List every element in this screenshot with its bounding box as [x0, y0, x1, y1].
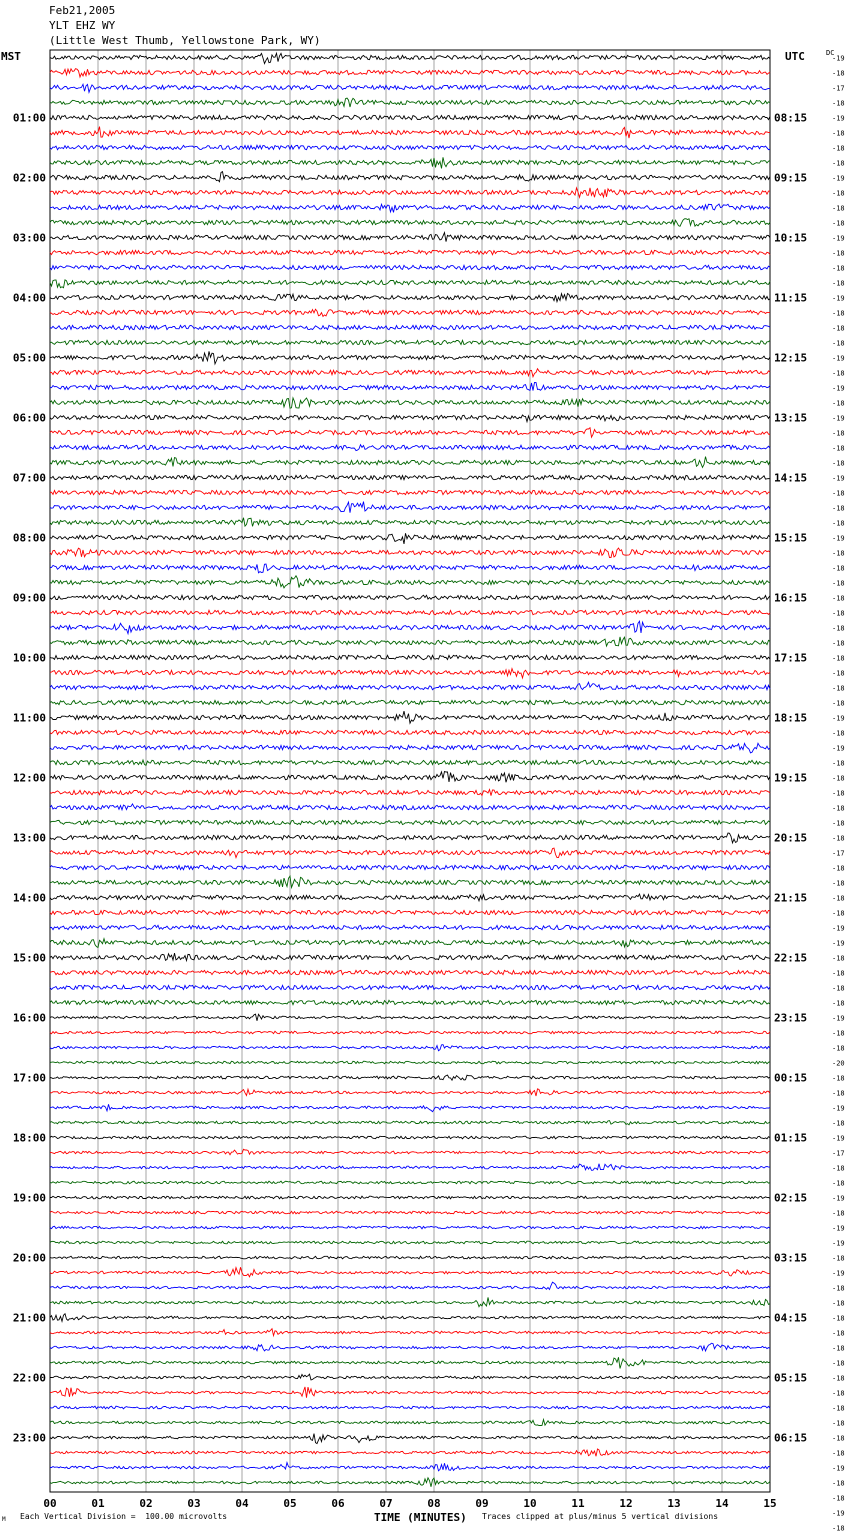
left-time-label: 22:00: [12, 1371, 46, 1385]
x-tick-label: 08: [427, 1497, 441, 1510]
trace-row: [50, 637, 770, 646]
dc-offset-label: -18: [832, 564, 845, 573]
trace-row: [50, 1329, 770, 1336]
trace-row: [50, 700, 770, 704]
dc-offset-label: -18: [832, 954, 845, 963]
dc-offset-label: -18: [832, 909, 845, 918]
dc-offset-label: -18: [832, 189, 845, 198]
x-tick-label: 05: [283, 1497, 297, 1510]
trace-row: [50, 1314, 770, 1322]
dc-offset-label: -18: [832, 1524, 845, 1533]
dc-offset-label: -19: [832, 744, 845, 753]
dc-offset-label: -18: [832, 324, 845, 333]
x-tick-label: 12: [619, 1497, 633, 1510]
dc-offset-label: -18: [832, 459, 845, 468]
dc-offset-label: -19: [832, 234, 845, 243]
dc-offset-label: -18: [832, 1494, 845, 1503]
dc-offset-label: -17: [832, 84, 845, 93]
dc-offset-label: -19: [832, 1509, 845, 1518]
right-time-label: 01:15: [774, 1131, 808, 1145]
left-time-label: 04:00: [12, 291, 46, 305]
dc-offset-label: -18: [832, 264, 845, 273]
left-time-label: 02:00: [12, 171, 46, 185]
dc-offset-label: -19: [832, 714, 845, 723]
dc-offset-label: -18: [832, 69, 845, 78]
left-time-label: 08:00: [12, 531, 46, 545]
trace-row: [50, 1089, 770, 1096]
trace-row: [50, 1406, 770, 1409]
dc-offset-label: -18: [832, 204, 845, 213]
dc-offset-label: -18: [832, 369, 845, 378]
x-tick-label: 01: [91, 1497, 105, 1510]
trace-row: [50, 69, 770, 77]
trace-row: [50, 1267, 770, 1277]
dc-offset-label: -18: [832, 1089, 845, 1098]
dc-offset-label: -18: [832, 1359, 845, 1368]
left-time-label: 01:00: [12, 111, 46, 125]
trace-row: [50, 1387, 770, 1398]
dc-offset-label: -19: [832, 54, 845, 63]
right-time-label: 08:15: [774, 111, 808, 125]
trace-row: [50, 876, 770, 887]
trace-row: [50, 548, 770, 558]
dc-offset-label: -18: [832, 444, 845, 453]
dc-offset-label: -19: [832, 354, 845, 363]
trace-row: [50, 382, 770, 390]
dc-offset-label: -19: [832, 474, 845, 483]
trace-row: [50, 1164, 770, 1171]
dc-offset-label: -18: [832, 219, 845, 228]
right-time-label: 09:15: [774, 171, 808, 185]
x-tick-label: 00: [43, 1497, 57, 1510]
trace-row: [50, 340, 770, 344]
right-time-label: 05:15: [774, 1371, 808, 1385]
left-time-label: 21:00: [12, 1311, 46, 1325]
left-time-label: 10:00: [12, 651, 46, 665]
trace-row: [50, 518, 770, 527]
trace-row: [50, 790, 770, 796]
left-time-label: 11:00: [12, 711, 46, 725]
right-time-label: 19:15: [774, 771, 808, 785]
left-time-label: 06:00: [12, 411, 46, 425]
right-time-label: 20:15: [774, 831, 808, 845]
dc-offset-label: -18: [832, 1119, 845, 1128]
dc-offset-label: -19: [832, 384, 845, 393]
right-time-label: 11:15: [774, 291, 808, 305]
right-time-label: 15:15: [774, 531, 808, 545]
dc-offset-label: -19: [832, 1014, 845, 1023]
right-time-label: 13:15: [774, 411, 808, 425]
dc-offset-label: -18: [832, 129, 845, 138]
trace-row: [50, 1136, 770, 1139]
trace-row: [50, 1121, 770, 1125]
x-tick-label: 10: [523, 1497, 537, 1510]
right-time-label: 16:15: [774, 591, 808, 605]
trace-row: [50, 730, 770, 734]
trace-row: [50, 910, 770, 914]
trace-row: [50, 265, 770, 269]
dc-offset-label: -18: [832, 1404, 845, 1413]
left-time-label: 14:00: [12, 891, 46, 905]
dc-offset-label: -18: [832, 399, 845, 408]
right-time-label: 00:15: [774, 1071, 808, 1085]
trace-row: [50, 610, 770, 614]
dc-offset-label: -18: [832, 984, 845, 993]
right-time-label: 02:15: [774, 1191, 808, 1205]
trace-row: [50, 1000, 770, 1004]
dc-offset-label: -18: [832, 99, 845, 108]
dc-offset-label: -18: [832, 594, 845, 603]
dc-offset-label: -18: [832, 999, 845, 1008]
trace-row: [50, 970, 770, 974]
footer-mark: M: [2, 1516, 6, 1523]
clip-note: Traces clipped at plus/minus 5 vertical divisions: [482, 1512, 719, 1521]
dc-offset-label: -18: [832, 1329, 845, 1338]
trace-row: [50, 1104, 770, 1111]
trace-row: [50, 1357, 770, 1368]
right-time-label: 21:15: [774, 891, 808, 905]
dc-offset-label: -18: [832, 1344, 845, 1353]
trace-row: [50, 369, 770, 377]
trace-row: [50, 445, 770, 451]
trace-row: [50, 294, 770, 302]
dc-offset-label: -18: [832, 639, 845, 648]
right-time-label: 18:15: [774, 711, 808, 725]
dc-offset-label: -18: [832, 1314, 845, 1323]
dc-offset-label: -19: [832, 1134, 845, 1143]
dc-offset-label: -19: [832, 1464, 845, 1473]
trace-row: [50, 743, 770, 753]
dc-offset-label: -18: [832, 624, 845, 633]
dc-offset-label: -18: [832, 609, 845, 618]
x-tick-label: 06: [331, 1497, 345, 1510]
dc-offset-label: -19: [832, 1239, 845, 1248]
trace-row: [50, 280, 770, 288]
x-axis-label: TIME (MINUTES): [374, 1511, 467, 1524]
dc-offset-label: -18: [832, 864, 845, 873]
dc-offset-label: -18: [832, 1299, 845, 1308]
dc-offset-label: -18: [832, 834, 845, 843]
dc-offset-label: -18: [832, 729, 845, 738]
trace-row: [50, 1241, 770, 1244]
trace-row: [50, 820, 770, 824]
dc-offset-label: -18: [832, 339, 845, 348]
trace-row: [50, 188, 770, 197]
trace-row: [50, 233, 770, 242]
dc-offset-label: -18: [832, 249, 845, 258]
dc-offset-label: -19: [832, 1194, 845, 1203]
trace-row: [50, 475, 770, 479]
trace-row: [50, 760, 770, 765]
dc-offset-label: -17: [832, 1149, 845, 1158]
dc-offset-label: -19: [832, 1104, 845, 1113]
trace-row: [50, 115, 770, 119]
dc-offset-label: -18: [832, 549, 845, 558]
left-time-label: 15:00: [12, 951, 46, 965]
dc-offset-label: -18: [832, 879, 845, 888]
left-time-label: 12:00: [12, 771, 46, 785]
trace-row: [50, 457, 770, 468]
right-time-label: 12:15: [774, 351, 808, 365]
trace-row: [50, 1449, 770, 1456]
dc-offset-label: -19: [832, 174, 845, 183]
trace-row: [50, 682, 770, 689]
dc-offset-label: -18: [832, 804, 845, 813]
dc-offset-label: -18: [832, 1209, 845, 1218]
utc-label: UTC: [785, 50, 805, 63]
trace-row: [50, 1181, 770, 1184]
trace-row: [50, 204, 770, 212]
dc-offset-label: -18: [832, 1074, 845, 1083]
trace-row: [50, 772, 770, 783]
left-time-label: 20:00: [12, 1251, 46, 1265]
trace-row: [50, 1045, 770, 1051]
trace-row: [50, 848, 770, 858]
trace-row: [50, 1420, 770, 1426]
dc-offset-label: -19: [832, 1224, 845, 1233]
trace-row: [50, 415, 770, 422]
right-time-label: 10:15: [774, 231, 808, 245]
trace-row: [50, 219, 770, 227]
dc-offset-label: -18: [832, 1044, 845, 1053]
trace-row: [50, 351, 770, 364]
trace-row: [50, 157, 770, 168]
dc-offset-label: -18: [832, 1434, 845, 1443]
trace-row: [50, 894, 770, 901]
trace-row: [50, 1061, 770, 1064]
left-time-label: 05:00: [12, 351, 46, 365]
right-time-label: 06:15: [774, 1431, 808, 1445]
trace-row: [50, 1343, 770, 1351]
trace-row: [50, 621, 770, 633]
trace-row: [50, 564, 770, 573]
trace-row: [50, 533, 770, 544]
trace-row: [50, 1478, 770, 1487]
dc-offset-label: -18: [832, 1179, 845, 1188]
dc-offset-label: -19: [832, 939, 845, 948]
left-time-label: 18:00: [12, 1131, 46, 1145]
dc-offset-label: -18: [832, 579, 845, 588]
dc-offset-label: -19: [832, 534, 845, 543]
trace-row: [50, 669, 770, 678]
right-time-label: 04:15: [774, 1311, 808, 1325]
dc-offset-label: -18: [832, 819, 845, 828]
trace-row: [50, 1256, 770, 1259]
left-time-label: 16:00: [12, 1011, 46, 1025]
dc-offset-label: -18: [832, 969, 845, 978]
trace-row: [50, 1075, 770, 1080]
trace-row: [50, 398, 770, 408]
dc-offset-label: -18: [832, 1389, 845, 1398]
trace-row: [50, 1031, 770, 1034]
dc-offset-label: -18: [832, 159, 845, 168]
dc-offset-label: -18: [832, 144, 845, 153]
dc-offset-label: -18: [832, 1419, 845, 1428]
trace-row: [50, 490, 770, 494]
right-time-label: 17:15: [774, 651, 808, 665]
trace-row: [50, 985, 770, 989]
dc-offset-label: -18: [832, 1164, 845, 1173]
station-code: YLT EHZ WY: [49, 19, 116, 32]
dc-offset-label: -18: [832, 759, 845, 768]
x-tick-label: 15: [763, 1497, 777, 1510]
trace-row: [50, 502, 770, 513]
dc-offset-label: -19: [832, 414, 845, 423]
left-time-label: 17:00: [12, 1071, 46, 1085]
x-tick-label: 11: [571, 1497, 585, 1510]
dc-offset-label: -18: [832, 504, 845, 513]
left-time-label: 07:00: [12, 471, 46, 485]
dc-offset-label: -18: [832, 654, 845, 663]
left-time-label: 09:00: [12, 591, 46, 605]
trace-row: [50, 127, 770, 139]
right-time-label: 03:15: [774, 1251, 808, 1265]
chart-date: Feb21,2005: [49, 4, 116, 17]
trace-row: [50, 1226, 770, 1229]
trace-row: [50, 1014, 770, 1021]
trace-row: [50, 1149, 770, 1154]
dc-offset-label: -18: [832, 1479, 845, 1488]
right-time-label: 22:15: [774, 951, 808, 965]
trace-row: [50, 953, 770, 960]
trace-row: [50, 1374, 770, 1380]
x-tick-label: 14: [715, 1497, 729, 1510]
trace-row: [50, 833, 770, 843]
trace-row: [50, 172, 770, 182]
scale-note: Each Vertical Division = 100.00 microvolts: [20, 1512, 228, 1521]
dc-label: DC: [826, 49, 835, 57]
dc-offset-label: -18: [832, 774, 845, 783]
dc-offset-label: -18: [832, 669, 845, 678]
dc-offset-label: -18: [832, 699, 845, 708]
trace-row: [50, 595, 770, 599]
left-time-label: 19:00: [12, 1191, 46, 1205]
dc-offset-label: -18: [832, 1374, 845, 1383]
trace-row: [50, 250, 770, 254]
station-location: (Little West Thumb, Yellowstone Park, WY): [49, 34, 321, 47]
trace-row: [50, 325, 770, 329]
x-tick-label: 13: [667, 1497, 681, 1510]
right-time-label: 14:15: [774, 471, 808, 485]
x-tick-label: 03: [187, 1497, 201, 1510]
dc-offset-label: -19: [832, 294, 845, 303]
trace-row: [50, 711, 770, 723]
mst-label: MST: [1, 50, 21, 63]
dc-offset-label: -17: [832, 849, 845, 858]
trace-row: [50, 865, 770, 869]
dc-offset-label: -18: [832, 429, 845, 438]
trace-row: [50, 1297, 770, 1306]
dc-offset-label: -20: [832, 1059, 845, 1068]
trace-row: [50, 1282, 770, 1289]
x-tick-label: 09: [475, 1497, 489, 1510]
dc-offset-label: -18: [832, 1449, 845, 1458]
trace-row: [50, 1211, 770, 1214]
x-tick-label: 07: [379, 1497, 393, 1510]
dc-offset-label: -18: [832, 684, 845, 693]
trace-row: [50, 98, 770, 107]
trace-row: [50, 309, 770, 316]
trace-row: [50, 84, 770, 92]
trace-row: [50, 925, 770, 929]
dc-offset-label: -18: [832, 519, 845, 528]
dc-offset-label: -18: [832, 1029, 845, 1038]
dc-offset-label: -18: [832, 489, 845, 498]
x-tick-label: 04: [235, 1497, 249, 1510]
trace-row: [50, 939, 770, 948]
trace-row: [50, 53, 770, 63]
left-time-label: 23:00: [12, 1431, 46, 1445]
dc-offset-label: -18: [832, 309, 845, 318]
dc-offset-label: -18: [832, 1254, 845, 1263]
dc-offset-label: -19: [832, 924, 845, 933]
x-tick-label: 02: [139, 1497, 153, 1510]
dc-offset-label: -18: [832, 1284, 845, 1293]
dc-offset-label: -18: [832, 279, 845, 288]
dc-offset-label: -19: [832, 114, 845, 123]
trace-row: [50, 655, 770, 659]
right-time-label: 23:15: [774, 1011, 808, 1025]
trace-row: [50, 576, 770, 588]
dc-offset-label: -18: [832, 789, 845, 798]
trace-row: [50, 145, 770, 149]
left-time-label: 03:00: [12, 231, 46, 245]
dc-offset-label: -18: [832, 894, 845, 903]
left-time-label: 13:00: [12, 831, 46, 845]
trace-row: [50, 1434, 770, 1444]
trace-row: [50, 1196, 770, 1199]
dc-offset-label: -19: [832, 1269, 845, 1278]
trace-row: [50, 428, 770, 438]
trace-row: [50, 804, 770, 810]
trace-row: [50, 1463, 770, 1471]
